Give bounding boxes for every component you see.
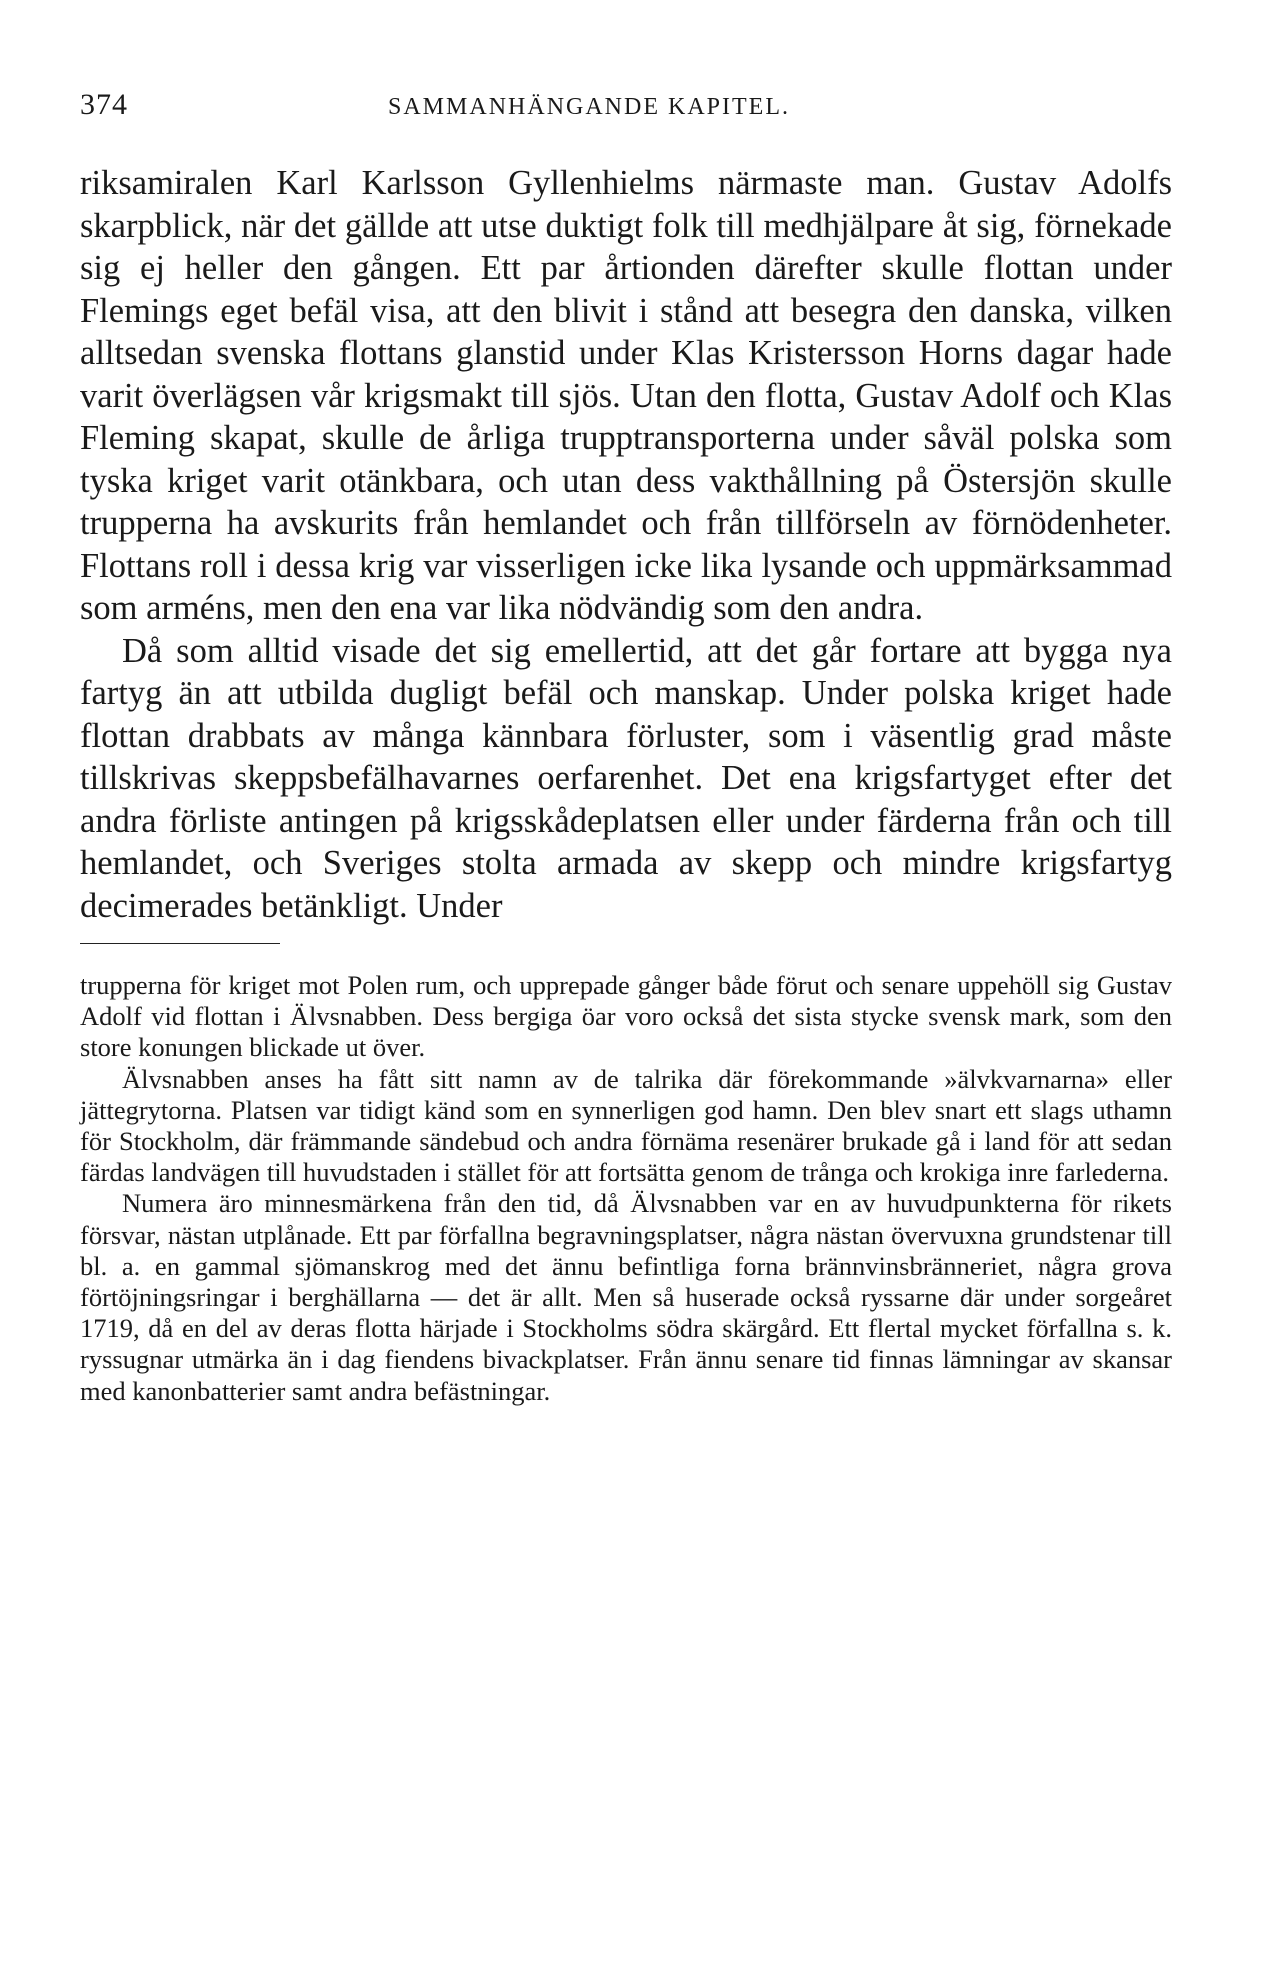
main-text (80, 162, 1172, 927)
page-number: 374 (80, 88, 128, 121)
footnote-divider (80, 943, 280, 944)
main-paragraph: riksamiralen Karl Karlsson Gyllenhielms närmaste man. Gustav Adolfs skarpblick, när det gällde att utse duktigt folk till medhjälpare åt sig, förnekade sig ej heller den gången. Ett par årtionden därefter skulle flottan under Flemings eget befäl visa, att den blivit i stånd att besegra den danska, vilken alltsedan svenska flottans glanstid under Klas Kristersson Horns dagar hade varit överlägsen vår krigsmakt till sjös. Utan den flotta, Gustav Adolf och Klas Fleming skapat, skulle de årliga trupptransporterna under såväl polska som tyska kriget varit otänkbara, och utan dess vakthållning på Östersjön skulle trupperna ha avskurits från hemlandet och från tillförseln av förnödenheter. Flottans roll i dessa krig var visserligen icke lika lysande och uppmärksammad som arméns, men den ena var lika nödvändig som den andra. (80, 164, 1172, 627)
running-head (80, 88, 1172, 128)
chapter-title: SAMMANHÄNGANDE KAPITEL. (388, 94, 790, 120)
footnote-paragraph: Älvsnabben anses ha fått sitt namn av de talrika där förekommande »älvkvarnarna» eller jättegrytorna. Platsen var tidigt känd som en synnerligen god hamn. Den blev snart ett slags uthamn för Stockholm, där främmande sändebud och andra förnäma resenärer brukade gå i land för att sedan färdas landvägen till huvudstaden i stället för att fortsätta genom de trånga och krokiga inre farlederna. (80, 1063, 1172, 1188)
footnote-paragraph: trupperna för kriget mot Polen rum, och upprepade gånger både förut och senare uppehöll sig Gustav Adolf vid flottan i Älvsnabben. Dess bergiga öar voro också det sista stycke svensk mark, som den store konungen blickade ut över. (80, 970, 1172, 1063)
footnotes (80, 970, 1172, 1407)
main-paragraph: Då som alltid visade det sig emellertid, att det går fortare att bygga nya fartyg än att utbilda dugligt befäl och manskap. Under polska kriget hade flottan drabbats av många kännbara förluster, som i väsentlig grad måste tillskrivas skeppsbefälhavarnes oerfarenhet. Det ena krigsfartyget efter det andra förliste antingen på krigsskådeplatsen eller under färderna från och till hemlandet, och Sveriges stolta armada av skepp och mindre krigsfartyg decimerades betänkligt. Under (80, 631, 1172, 925)
footnote-paragraph: Numera äro minnesmärkena från den tid, då Älvsnabben var en av huvudpunkterna för rikets försvar, nästan utplånade. Ett par förfallna begravningsplatser, några nästan övervuxna grundstenar till bl. a. en gammal sjömanskrog med det ännu befintliga forna brännvinsbränneriet, några grova förtöjningsringar i berghällarna — det är allt. Men så huserade också ryssarne där under sorgeåret 1719, då en del av deras flotta härjade i Stockholms södra skärgård. Ett flertal mycket förfallna s. k. ryssugnar utmärka än i dag fiendens bivackplatser. Från ännu senare tid finnas lämningar av skansar med kanonbatterier samt andra befästningar. (80, 1188, 1172, 1406)
book-page (80, 88, 1172, 1407)
